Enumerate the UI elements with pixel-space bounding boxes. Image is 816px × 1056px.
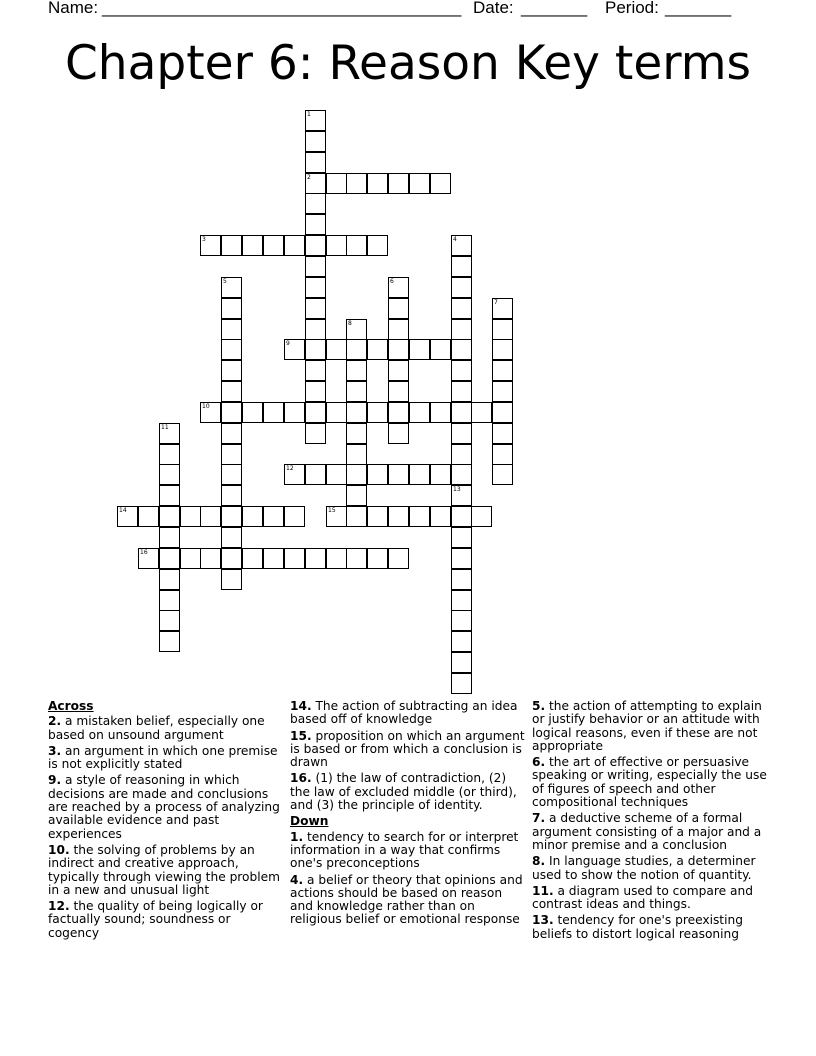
crossword-cell[interactable] — [305, 464, 326, 485]
crossword-cell[interactable] — [451, 506, 472, 527]
crossword-cell[interactable] — [221, 277, 242, 298]
clues-column-3 — [532, 700, 768, 944]
crossword-cell[interactable] — [451, 381, 472, 402]
crossword-cell[interactable] — [451, 673, 472, 694]
crossword-cell[interactable] — [346, 485, 367, 506]
crossword-cell[interactable] — [159, 506, 180, 527]
crossword-cell[interactable] — [159, 464, 180, 485]
crossword-cell[interactable] — [388, 360, 409, 381]
crossword-cell[interactable] — [305, 423, 326, 444]
crossword-cell[interactable] — [305, 110, 326, 131]
crossword-cell[interactable] — [221, 360, 242, 381]
crossword-cell[interactable] — [430, 402, 451, 423]
crossword-cell[interactable] — [451, 464, 472, 485]
crossword-cell[interactable] — [221, 298, 242, 319]
crossword-cell[interactable] — [263, 548, 284, 569]
crossword-cell[interactable] — [388, 381, 409, 402]
clue-across-3: 3. an argument in which one premise is not explicitly stated — [48, 743, 278, 772]
crossword-cell[interactable] — [284, 402, 305, 423]
crossword-cell[interactable] — [305, 235, 326, 256]
crossword-cell[interactable] — [263, 235, 284, 256]
crossword-cell[interactable] — [305, 152, 326, 173]
crossword-cell[interactable] — [451, 319, 472, 340]
crossword-cell[interactable] — [430, 464, 451, 485]
clues-column-2 — [290, 700, 526, 930]
crossword-cell[interactable] — [346, 506, 367, 527]
crossword-cell[interactable] — [305, 277, 326, 298]
crossword-cell[interactable] — [367, 235, 388, 256]
clue-number: 4 — [453, 236, 457, 243]
crossword-cell[interactable] — [492, 319, 513, 340]
crossword-cell[interactable] — [221, 527, 242, 548]
crossword-cell[interactable] — [305, 131, 326, 152]
crossword-cell[interactable] — [409, 506, 430, 527]
crossword-cell[interactable] — [451, 402, 472, 423]
crossword-cell[interactable] — [221, 423, 242, 444]
crossword-cell[interactable] — [221, 235, 242, 256]
crossword-cell[interactable] — [409, 339, 430, 360]
crossword-cell[interactable] — [221, 464, 242, 485]
crossword-cell[interactable] — [117, 506, 138, 527]
crossword-cell[interactable] — [346, 339, 367, 360]
crossword-cell[interactable] — [326, 464, 347, 485]
crossword-cell[interactable] — [346, 548, 367, 569]
crossword-cell[interactable] — [221, 381, 242, 402]
crossword-cell[interactable] — [242, 506, 263, 527]
crossword-cell[interactable] — [159, 527, 180, 548]
crossword-cell[interactable] — [159, 485, 180, 506]
crossword-cell[interactable] — [221, 339, 242, 360]
clue-number: 16 — [140, 549, 148, 556]
crossword-cell[interactable] — [284, 464, 305, 485]
crossword-cell[interactable] — [305, 339, 326, 360]
crossword-cell[interactable] — [430, 506, 451, 527]
crossword-cell[interactable] — [367, 173, 388, 194]
crossword-cell[interactable] — [430, 173, 451, 194]
crossword-cell[interactable] — [388, 339, 409, 360]
crossword-cell[interactable] — [346, 381, 367, 402]
name-label: Name: — [48, 0, 99, 17]
crossword-cell[interactable] — [200, 402, 221, 423]
crossword-cell[interactable] — [284, 506, 305, 527]
crossword-cell[interactable] — [159, 610, 180, 631]
crossword-cell[interactable] — [284, 548, 305, 569]
period-line[interactable]: _______ — [665, 0, 732, 17]
crossword-cell[interactable] — [346, 444, 367, 465]
crossword-cell[interactable] — [221, 569, 242, 590]
clue-number: 15 — [328, 507, 336, 514]
crossword-cell[interactable] — [305, 402, 326, 423]
crossword-cell[interactable] — [326, 339, 347, 360]
crossword-cell[interactable] — [492, 298, 513, 319]
crossword-cell[interactable] — [388, 402, 409, 423]
crossword-cell[interactable] — [263, 402, 284, 423]
clue-across-12: 12. the quality of being logically or factually sound; soundness or cogency — [48, 899, 263, 940]
crossword-cell[interactable] — [451, 527, 472, 548]
crossword-cell[interactable] — [221, 402, 242, 423]
crossword-cell[interactable] — [367, 548, 388, 569]
across-heading: Across — [48, 699, 94, 713]
clue-number: 7 — [494, 299, 498, 306]
name-line[interactable]: ______________________________________ — [102, 0, 462, 17]
crossword-cell[interactable] — [346, 464, 367, 485]
down-heading: Down — [290, 814, 329, 829]
crossword-cell[interactable] — [388, 548, 409, 569]
clue-down-5: 5. the action of attempting to explain or justify behavior or an attitude with logical reasons, even if these are not appropriate — [532, 699, 762, 753]
crossword-cell[interactable] — [326, 506, 347, 527]
crossword-cell[interactable] — [451, 298, 472, 319]
crossword-cell[interactable] — [346, 235, 367, 256]
date-label: Date: — [473, 0, 514, 17]
crossword-cell[interactable] — [200, 506, 221, 527]
crossword-cell[interactable] — [430, 339, 451, 360]
crossword-cell[interactable] — [367, 339, 388, 360]
crossword-cell[interactable] — [159, 444, 180, 465]
crossword-cell[interactable] — [367, 464, 388, 485]
crossword-cell[interactable] — [492, 360, 513, 381]
clue-number: 12 — [286, 465, 294, 472]
clue-down-11: 11. a diagram used to compare and contrast ideas and things. — [532, 883, 753, 912]
clue-number: 8 — [348, 320, 352, 327]
crossword-cell[interactable] — [326, 173, 347, 194]
crossword-cell[interactable] — [346, 423, 367, 444]
crossword-cell[interactable] — [367, 506, 388, 527]
clue-number: 5 — [223, 278, 227, 285]
crossword-cell[interactable] — [346, 402, 367, 423]
crossword-cell[interactable] — [221, 444, 242, 465]
crossword-cell[interactable] — [451, 339, 472, 360]
clue-number: 11 — [161, 424, 169, 431]
crossword-cell[interactable] — [180, 506, 201, 527]
crossword-cell[interactable] — [492, 339, 513, 360]
clue-across-2: 2. a mistaken belief, especially one based on unsound argument — [48, 714, 265, 742]
crossword-cell[interactable] — [138, 548, 159, 569]
crossword-cell[interactable] — [242, 402, 263, 423]
crossword-cell[interactable] — [388, 173, 409, 194]
crossword-cell[interactable] — [326, 402, 347, 423]
clue-across-10: 10. the solving of problems by an indirect and creative approach, typically through viewing the problem in a new and unusual light — [48, 842, 280, 897]
crossword-cell[interactable] — [284, 235, 305, 256]
crossword-cell[interactable] — [326, 548, 347, 569]
clue-number: 13 — [453, 486, 461, 493]
clue-across-16: 16. (1) the law of contradiction, (2) the law of excluded middle (or third), and (3) the principle of identity. — [290, 771, 517, 813]
clue-across-14: 14. The action of subtracting an idea based off of knowledge — [290, 699, 518, 727]
crossword-cell[interactable] — [492, 423, 513, 444]
crossword-cell[interactable] — [305, 173, 326, 194]
crossword-cell[interactable] — [409, 464, 430, 485]
clue-down-13: 13. tendency for one's preexisting beliefs to distort logical reasoning — [532, 913, 743, 941]
clue-down-7: 7. a deductive scheme of a formal argument consisting of a major and a minor premise and a conclusion — [532, 811, 762, 852]
crossword-cell[interactable] — [367, 402, 388, 423]
crossword-cell[interactable] — [200, 548, 221, 569]
crossword-cell[interactable] — [492, 444, 513, 465]
crossword-cell[interactable] — [451, 590, 472, 611]
crossword-cell[interactable] — [305, 548, 326, 569]
crossword-cell[interactable] — [451, 235, 472, 256]
crossword-cell[interactable] — [451, 256, 472, 277]
crossword-cell[interactable] — [284, 339, 305, 360]
clue-down-8: 8. In language studies, a determiner used to show the notion of quantity. — [532, 854, 756, 882]
crossword-cell[interactable] — [388, 464, 409, 485]
page-title: Chapter 6: Reason Key terms — [64, 36, 752, 91]
crossword-cell[interactable] — [346, 319, 367, 340]
clue-number: 14 — [119, 507, 127, 514]
clue-number: 2 — [307, 174, 311, 181]
crossword-cell[interactable] — [451, 485, 472, 506]
clue-number: 9 — [286, 340, 290, 347]
crossword-cell[interactable] — [451, 444, 472, 465]
clue-across-9: 9. a style of reasoning in which decisions are made and conclusions are reached by a process of analyzing available evidence and past experiences — [48, 773, 280, 841]
crossword-cell[interactable] — [159, 569, 180, 590]
crossword-cell[interactable] — [305, 256, 326, 277]
clues-column-1 — [48, 700, 283, 943]
crossword-cell[interactable] — [492, 381, 513, 402]
crossword-cell[interactable] — [409, 402, 430, 423]
crossword-cell[interactable] — [138, 506, 159, 527]
crossword-cell[interactable] — [451, 652, 472, 673]
crossword-cell[interactable] — [305, 193, 326, 214]
crossword-cell[interactable] — [388, 423, 409, 444]
crossword-cell[interactable] — [451, 277, 472, 298]
crossword-cell[interactable] — [492, 464, 513, 485]
crossword-cell[interactable] — [305, 319, 326, 340]
crossword-cell[interactable] — [221, 485, 242, 506]
clue-down-1: 1. tendency to search for or interpret information in a way that confirms one's preconceptions — [290, 829, 519, 871]
crossword-cell[interactable] — [159, 631, 180, 652]
crossword-cell[interactable] — [159, 548, 180, 569]
crossword-cell[interactable] — [451, 423, 472, 444]
crossword-cell[interactable] — [305, 381, 326, 402]
crossword-cell[interactable] — [305, 214, 326, 235]
crossword-cell[interactable] — [471, 402, 492, 423]
crossword-cell[interactable] — [180, 548, 201, 569]
crossword-cell[interactable] — [451, 548, 472, 569]
clue-number: 1 — [307, 111, 311, 118]
crossword-cell[interactable] — [221, 506, 242, 527]
date-line[interactable]: _______ — [521, 0, 588, 17]
crossword-cell[interactable] — [200, 235, 221, 256]
crossword-cell[interactable] — [471, 506, 492, 527]
crossword-cell[interactable] — [221, 319, 242, 340]
crossword-cell[interactable] — [242, 235, 263, 256]
crossword-cell[interactable] — [159, 423, 180, 444]
crossword-cell[interactable] — [492, 402, 513, 423]
clue-across-15: 15. proposition on which an argument is based or from which a conclusion is drawn — [290, 728, 525, 770]
crossword-cell[interactable] — [305, 360, 326, 381]
crossword-cell[interactable] — [221, 548, 242, 569]
crossword-cell[interactable] — [346, 173, 367, 194]
crossword-cell[interactable] — [388, 298, 409, 319]
crossword-cell[interactable] — [242, 548, 263, 569]
clue-number: 3 — [202, 236, 206, 243]
crossword-cell[interactable] — [326, 235, 347, 256]
period-label: Period: — [605, 0, 659, 17]
crossword-cell[interactable] — [388, 506, 409, 527]
crossword-cell[interactable] — [451, 360, 472, 381]
crossword-cell[interactable] — [305, 298, 326, 319]
clue-number: 10 — [202, 403, 210, 410]
crossword-cell[interactable] — [451, 631, 472, 652]
crossword-cell[interactable] — [346, 360, 367, 381]
clue-number: 6 — [390, 278, 394, 285]
crossword-cell[interactable] — [388, 319, 409, 340]
crossword-cell[interactable] — [159, 590, 180, 611]
clue-down-6: 6. the art of effective or persuasive speaking or writing, especially the use of figures of speech and other compositional techniques — [532, 755, 767, 810]
crossword-cell[interactable] — [388, 277, 409, 298]
crossword-cell[interactable] — [451, 610, 472, 631]
crossword-cell[interactable] — [263, 506, 284, 527]
clue-down-4: 4. a belief or theory that opinions and actions should be based on reason and knowledge rather than on religious belief or emotional response — [290, 872, 523, 927]
crossword-cell[interactable] — [409, 173, 430, 194]
crossword-cell[interactable] — [451, 569, 472, 590]
